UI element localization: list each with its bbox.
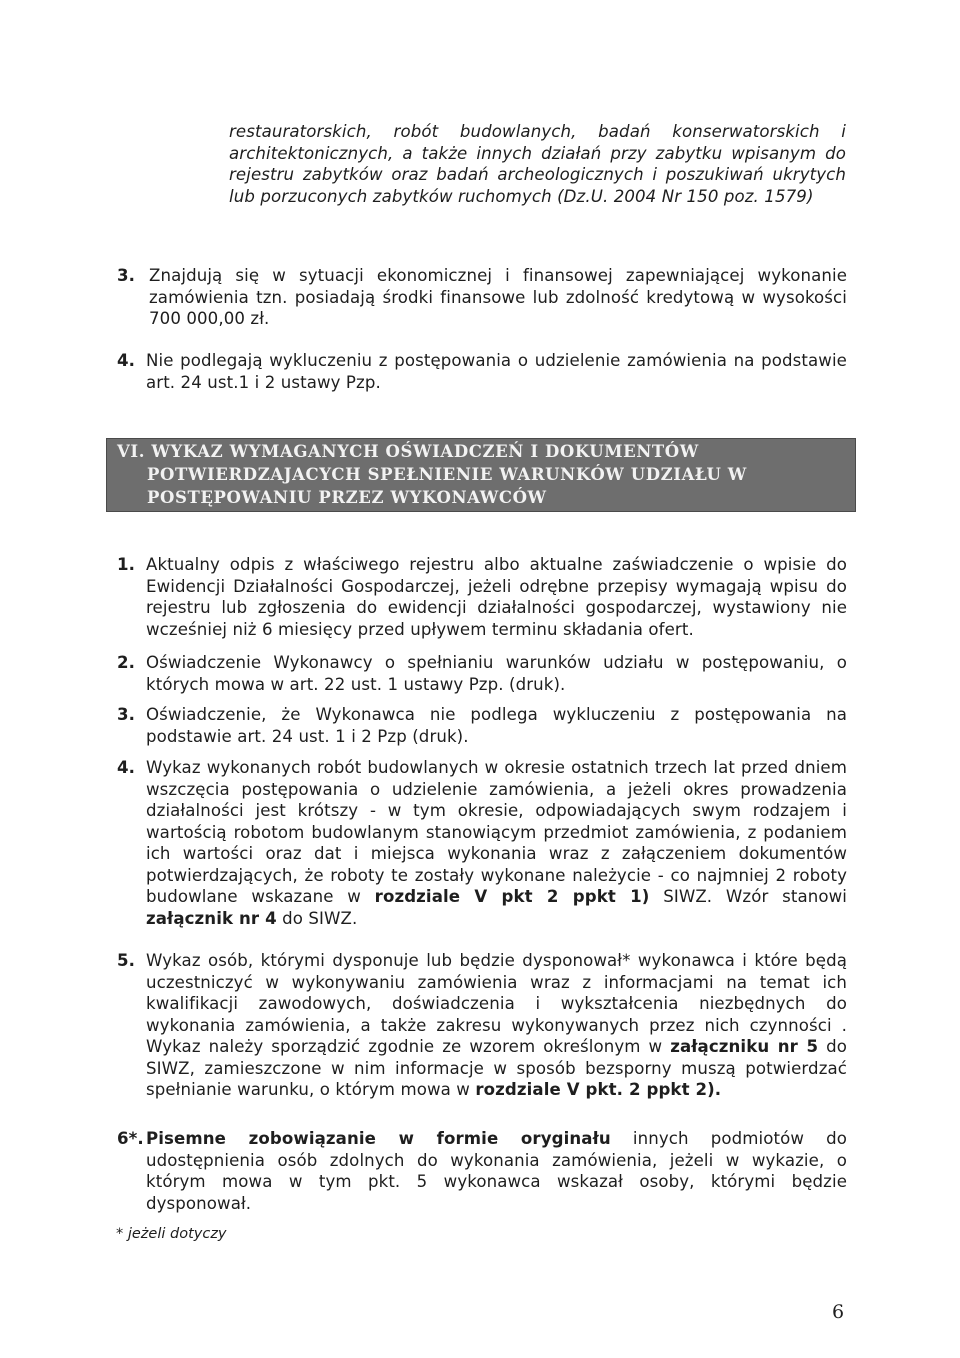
upper-item-number: 4. <box>117 351 136 370</box>
section-heading-line-3: POSTĘPOWANIU PRZEZ WYKONAWCÓW <box>147 488 547 507</box>
upper-item-text: Znajdują się w sytuacji ekonomicznej i finansowej zapewniającej wykonanie zamówienia tzn. posiadają środki finansowe lub zdolność kredytową w wysokości 700 000,00 zł. <box>149 266 847 328</box>
list-item-number: 3. <box>117 705 136 724</box>
page-number: 6 <box>832 1301 845 1323</box>
bold-reference: rozdziale V pkt 2 ppkt 1) <box>374 887 650 906</box>
list-item-5 <box>117 950 847 1101</box>
list-item-3 <box>117 704 847 747</box>
text-run: Wykaz wykonanych robót budowlanych w okresie ostatnich trzech lat przed dniem wszczęcia postępowania o udzielenie zamówienia, a jeżeli okres prowadzenia działalności jest krótszy - w tym okresie, odpowiadających swym rodzajem i wartością robotom budowlanym stanowiącym przedmiot zamówienia, z podaniem ich wartości oraz dat i miejsca wykonania wraz z załączeniem dokumentów potwierdzających, że roboty te zostały wykonane należycie - co najmniej 2 roboty budowlane wskazane w <box>146 758 847 906</box>
text-run: Wykaz osób, którymi dysponuje lub będzie dysponował* wykonawca i które będą uczestniczyć w wykonywaniu zamówienia wraz z informacjami na temat ich kwalifikacji zawodowych, doświadczenia i wykształcenia niezbędnych do wykonania zamówienia, a także zakresu wykonywanych przez nich czynności . Wykaz należy sporządzić zgodnie ze wzorem określonym w <box>146 951 847 1056</box>
bold-phrase: Pisemne zobowiązanie w formie oryginału <box>146 1129 611 1148</box>
section-heading-line-1: VI. WYKAZ WYMAGANYCH OŚWIADCZEŃ I DOKUMENTÓW <box>117 442 699 461</box>
bold-reference: rozdziale V pkt. 2 ppkt 2). <box>475 1080 722 1099</box>
bold-attachment: załącznik nr 4 <box>146 908 277 928</box>
upper-item-text: Nie podlegają wykluczeniu z postępowania o udzielenie zamówienia na podstawie art. 24 ust.1 i 2 ustawy Pzp. <box>146 351 847 392</box>
list-item-text <box>146 1128 847 1214</box>
upper-item-4 <box>117 350 847 393</box>
text-run: innych podmiotów do udostępnienia osób zdolnych do wykonania zamówienia, jeżeli w wykazie, o którym mowa w tym pkt. 5 wykonawca wskazał osoby, którymi będzie dysponował. <box>146 1129 847 1213</box>
list-item-2 <box>117 652 847 695</box>
list-item-text: Oświadczenie, że Wykonawca nie podlega wykluczeniu z postępowania na podstawie art. 24 ust. 1 i 2 Pzp (druk). <box>146 705 847 746</box>
list-item-number: 1. <box>117 555 136 574</box>
section-heading-banner <box>106 438 856 512</box>
text-run: do SIWZ, zamieszczone w nim informacje w sposób bezsporny muszą potwierdzać spełnianie warunku, o którym mowa w <box>146 1037 848 1099</box>
list-item-number: 5. <box>117 951 136 970</box>
list-item-text: Aktualny odpis z właściwego rejestru albo aktualne zaświadczenie o wpisie do Ewidencji Działalności Gospodarczej, jeżeli odrębne przepisy wymagają wpisu do rejestru lub zgłoszenia do ewidencji działalności gospodarczej, wystawiony nie wcześniej niż 6 miesięcy przed upływem terminu składania ofert. <box>146 555 847 639</box>
text-run: SIWZ. Wzór stanowi <box>649 887 847 906</box>
list-item-text <box>146 757 847 929</box>
list-item-number: 2. <box>117 653 136 672</box>
list-item-text: Oświadczenie Wykonawcy o spełnianiu warunków udziału w postępowaniu, o których mowa w art. 22 ust. 1 ustawy Pzp. (druk). <box>146 653 847 694</box>
list-item-text <box>146 950 847 1101</box>
section-heading-line-2: POTWIERDZAJACYCH SPEŁNIENIE WARUNKÓW UDZIAŁU W <box>147 465 747 484</box>
intro-paragraph: restauratorskich, robót budowlanych, badań konserwatorskich i architektonicznych, a także innych działań przy zabytku wpisanym do rejestru zabytków oraz badań archeologicznych i poszukiwań ukrytych lub porzuconych zabytków ruchomych (Dz.U. 2004 Nr 150 poz. 1579) <box>229 122 846 206</box>
list-item-number: 4. <box>117 758 136 777</box>
list-item-number: 6*. <box>117 1129 144 1148</box>
list-item-1 <box>117 554 847 640</box>
text-run: do SIWZ. <box>276 908 358 928</box>
list-item-6 <box>117 1128 847 1214</box>
footnote: * jeżeli dotyczy <box>116 1226 227 1242</box>
upper-item-number: 3. <box>117 266 136 285</box>
bold-attachment: załączniku nr 5 <box>670 1037 819 1056</box>
upper-item-3 <box>117 265 847 330</box>
list-item-4 <box>117 757 847 929</box>
